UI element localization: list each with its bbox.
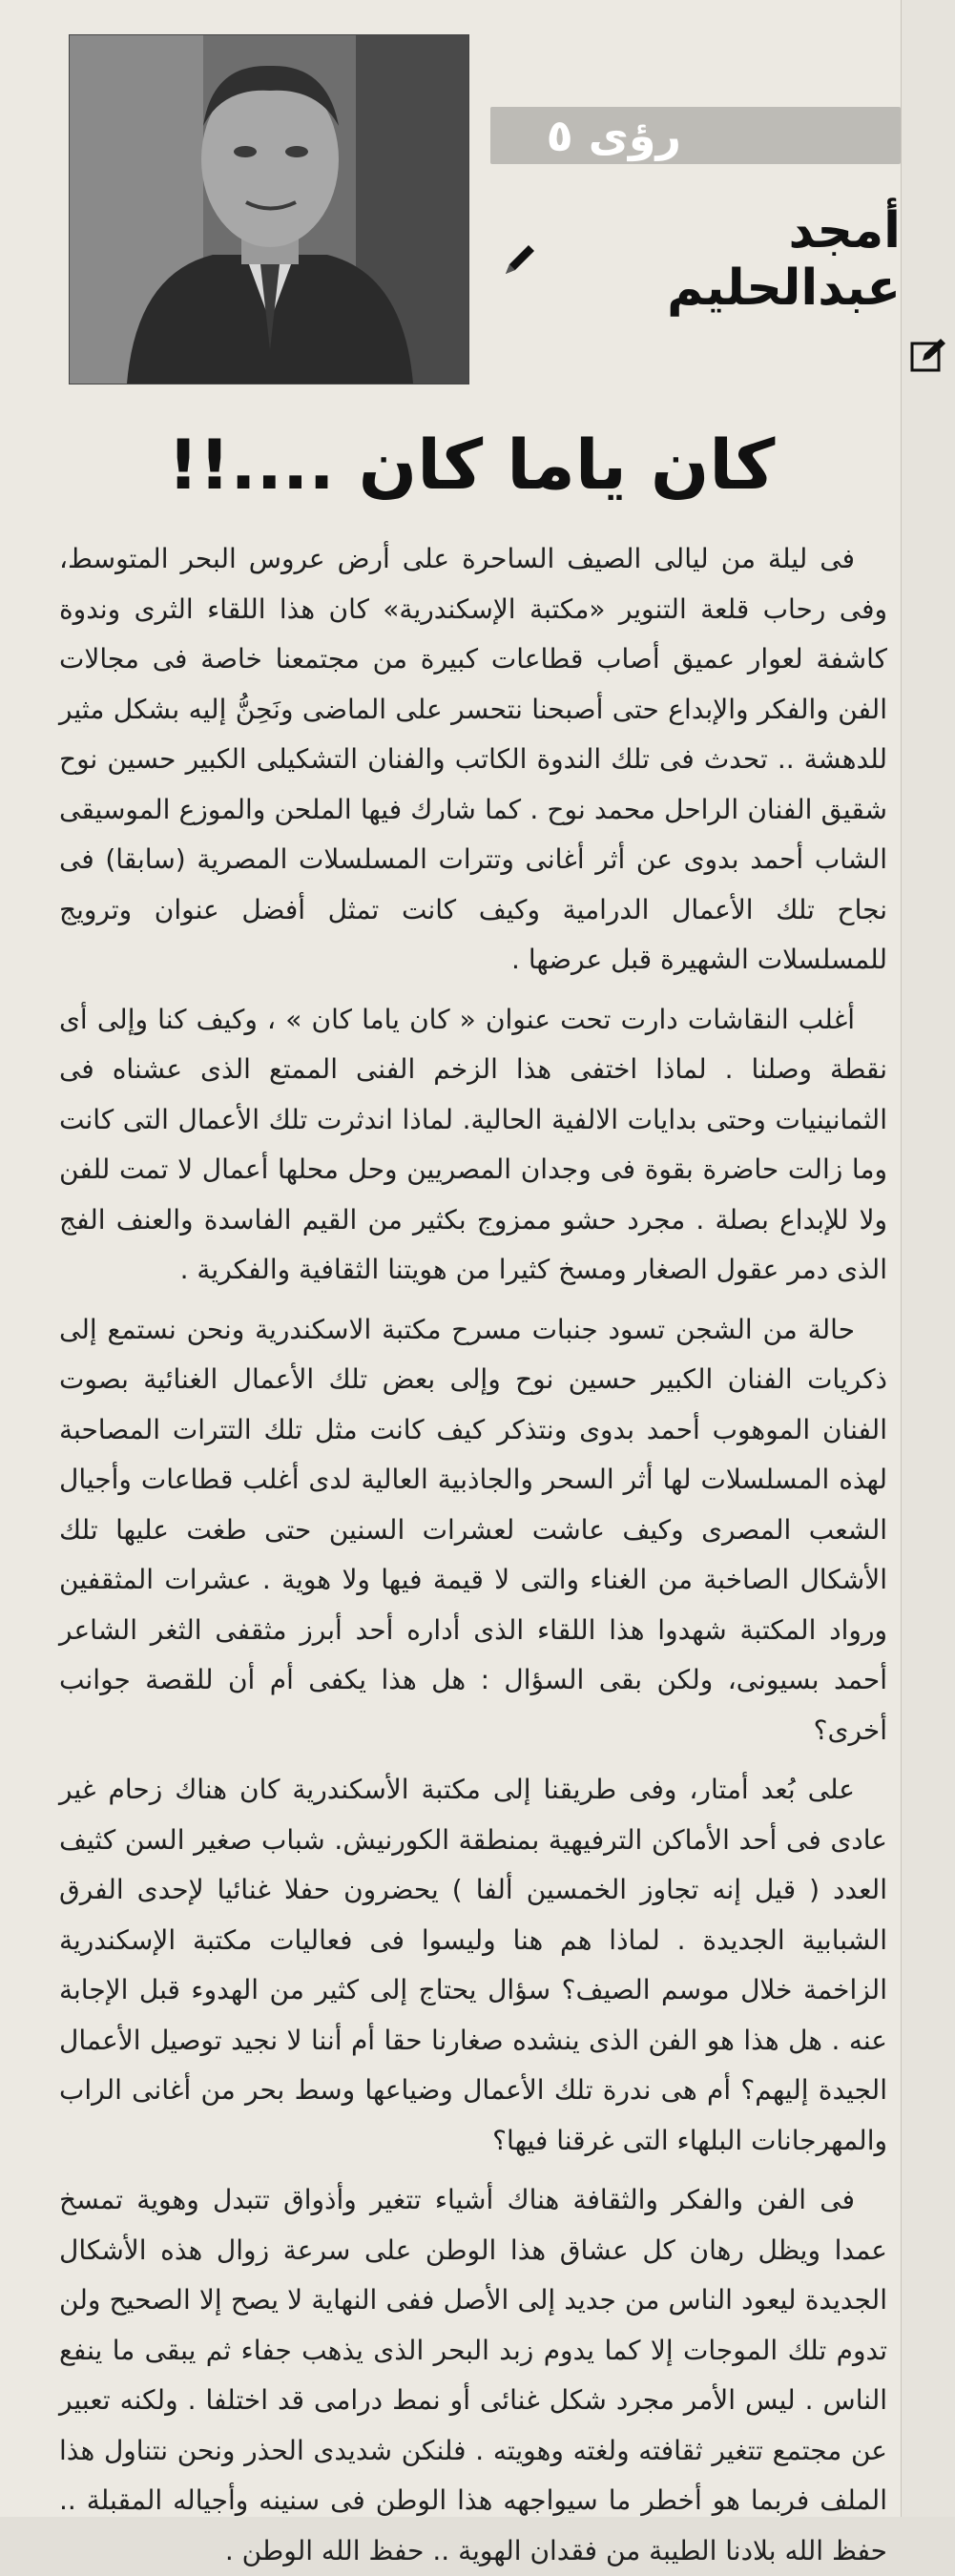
paragraph: أغلب النقاشات دارت تحت عنوان « كان ياما كان » ، وكيف كنا وإلى أى نقطة وصلنا . لماذا اختفى هذا الزخم الفنى الممتع الذى عشناه فى الثمانينيات وحتى بدايات الالفية الحالية. لماذا اندثرت تلك الأعمال التى كانت وما زالت حاضرة بقوة فى وجدان المصريين وحل محلها أعمال لا تمت للفن ولا للإبداع بصلة . مجرد حشو ممزوج بكثير من القيم الفاسدة والعنف الفج الذى دمر عقول الصغار ومسخ كثيرا من هويتنا الثقافية والفكرية . [59, 1003, 887, 1285]
column-header [42, 21, 901, 382]
pen-icon [500, 239, 540, 280]
edit-square-icon [909, 336, 947, 374]
column-tag-banner [490, 107, 901, 164]
margin-strip [901, 0, 955, 2517]
author-byline [490, 202, 901, 317]
article-body [59, 534, 887, 2566]
article-title: كان ياما كان ....!! [167, 425, 776, 505]
paragraph: على بُعد أمتار، وفى طريقنا إلى مكتبة الأسكندرية كان هناك زحام غير عادى فى أحد الأماكن الترفيهية بمنطقة الكورنيش. شباب صغير السن كثيف العدد ( قيل إنه تجاوز الخمسين ألفا ) يحضرون حفلا غنائيا لإحدى الفرق الشبابية الجديدة . لماذا هم هنا وليسوا فى فعاليات مكتبة الإسكندرية الزاخمة خلال موسم الصيف؟ سؤال يحتاج إلى كثير من الهدوء قبل الإجابة عنه . هل هذا هو الفن الذى ينشده صغارنا حقا أم أننا لا نجيد توصيل الأعمال الجيدة إليهم؟ أم هى ندرة تلك الأعمال وضياعها وسط بحر من أغانى الراب والمهرجانات البلهاء التى غرقنا فيها؟ [59, 1774, 887, 2156]
paragraph: فى ليلة من ليالى الصيف الساحرة على أرض عروس البحر المتوسط، وفى رحاب قلعة التنوير «مكتبة الإسكندرية» كان هذا اللقاء الثرى وندوة كاشفة لعوار عميق أصاب قطاعات كبيرة من مجتمعنا خاصة فى مجالات الفن والفكر والإبداع حتى أصبحنا نتحسر على الماضى ونَحِنُّ إليه بشكل مثير للدهشة .. تحدث فى تلك الندوة الكاتب والفنان التشكيلى الكبير حسين نوح شقيق الفنان الراحل محمد نوح . كما شارك فيها الملحن والموزع الموسيقى الشاب أحمد بدوى عن أثر أغانى وتترات المسلسلات المصرية (سابقا) فى نجاح تلك الأعمال الدرامية وكيف كانت تمثل أفضل عنوان وترويج للمسلسلات الشهيرة قبل عرضها . [59, 543, 887, 975]
column-tag-label: رؤى ٥ [546, 110, 681, 161]
author-portrait-image [70, 35, 468, 384]
paragraph: حالة من الشجن تسود جنبات مسرح مكتبة الاسكندرية ونحن نستمع إلى ذكريات الفنان الكبير حسين نوح وإلى بعض تلك الأعمال الغنائية بصوت الفنان الموهوب أحمد بدوى ونتذكر كيف كانت مثل تلك التترات المصاحبة لهذه المسلسلات لها أثر السحر والجاذبية العالية لدى أغلب قطاعات وأجيال الشعب المصرى وكيف عاشت لعشرات السنين حتى طغت عليها تلك الأشكال الصاخبة من الغناء والتى لا قيمة فيها ولا هوية . عشرات المثقفين ورواد المكتبة شهدوا هذا اللقاء الذى أداره أحد أبرز مثقفى الثغر الشاعر أحمد بسيونى، ولكن بقى السؤال : هل هذا يكفى أم أن للقصة جوانب أخرى؟ [59, 1313, 887, 1746]
author-name: أمجد عبدالحليم [667, 202, 901, 317]
paragraph: فى الفن والفكر والثقافة هناك أشياء تتغير وأذواق تتبدل وهوية تمسخ عمدا ويظل رهان كل عشاق هذا الوطن على سرعة زوال هذه الأشكال الجديدة ليعود الناس من جديد إلى الأصل ففى النهاية لا يصح إلا الصحيح ولن تدوم تلك الموجات إلا كما يدوم زبد البحر الذى يذهب جفاء ثم يبقى ما ينفع الناس . ليس الأمر مجرد شكل غنائى أو نمط درامى قد اختلفا . ولكنه تعبير عن مجتمع تتغير ثقافته ولغته وهويته . فلنكن شديدى الحذر ونحن نتناول هذا الملف فربما هو أخطر ما سيواجهه هذا الوطن فى سنينه وأجياله المقبلة .. حفظ الله بلادنا الطيبة من فقدان الهوية .. حفظ الله الوطن . [59, 2184, 887, 2566]
author-photo [69, 34, 469, 384]
